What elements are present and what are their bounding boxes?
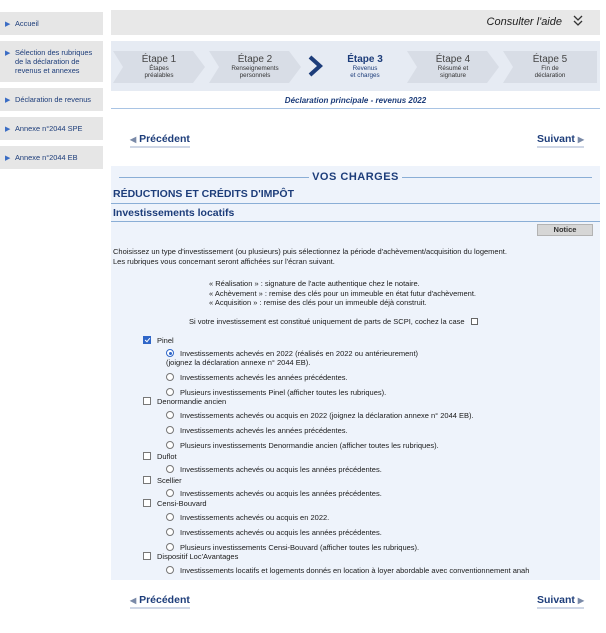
sidebar-item-accueil[interactable] [0,12,103,35]
step-5 [503,51,597,83]
current-step-arrow-icon [308,55,326,82]
step-sub: et charges [350,72,380,79]
scellier-radio-1[interactable] [166,489,382,498]
intro-line: Les rubriques vous concernant seront affichées sur l'écran suivant. [113,256,335,266]
step-title: Étape 2 [237,54,273,65]
step-sub: Résumé et [437,65,469,72]
radio[interactable] [166,528,174,536]
step-title: Étape 5 [532,54,568,65]
sidebar-item-declaration[interactable] [0,88,103,111]
step-sub: Fin de [541,65,559,72]
arrow-left-icon: ◀ [130,135,137,144]
step-title: Étape 4 [435,54,471,65]
step-sub: déclaration [534,72,566,79]
section-heading: VOS CHARGES [111,171,600,183]
bullet-arrow-icon: ▶ [5,50,11,57]
sidebar-item-label: Sélection des rubriques de la déclaration de revenus et annexes [15,48,93,75]
sidebar-item-annexe-2044-eb[interactable] [0,146,103,169]
previous-button-top[interactable] [130,133,190,148]
radio-label: Investissements achevés les années précédentes. [180,426,348,435]
pinel-checkbox[interactable] [143,336,151,344]
sidebar-item-label: Accueil [15,19,39,28]
radio-label: Plusieurs investissements Pinel (afficher toutes les rubriques). [180,388,387,397]
bullet-arrow-icon: ▶ [5,21,11,28]
bullet-arrow-icon: ▶ [5,97,11,104]
step-sub: Renseignements [231,65,279,72]
divider [111,203,600,204]
pinel-option[interactable] [143,336,174,345]
radio[interactable] [166,373,174,381]
arrow-right-icon: ▶ [577,135,585,144]
definition-line: « Réalisation » : signature de l'acte authentique chez le notaire. [209,279,420,288]
denormandie-checkbox[interactable] [143,397,151,405]
censi-bouvard-option[interactable] [143,499,207,508]
censi-bouvard-label: Censi-Bouvard [157,499,207,508]
pinel-label: Pinel [157,336,174,345]
radio-label-note: (joignez la déclaration annexe n° 2044 EB). [166,358,311,367]
step-sub: Revenus [352,65,378,72]
denormandie-label: Denormandie ancien [157,397,227,406]
radio-label: Investissements achevés ou acquis en 2022 (joignez la déclaration annexe n° 2044 EB). [180,411,474,420]
scellier-option[interactable] [143,476,182,485]
denormandie-option[interactable] [143,397,226,406]
pinel-radio-1[interactable] [166,349,418,358]
definition-line: « Achèvement » : remise des clés pour un immeuble en état futur d'achèvement. [209,288,476,298]
pinel-radio-2[interactable] [166,373,348,382]
radio[interactable] [166,566,174,574]
step-sub: préalables [144,72,174,79]
radio[interactable] [166,426,174,434]
help-link[interactable]: Consulter l'aide [486,16,562,28]
censi-radio-1[interactable] [166,513,329,522]
step-2 [209,51,301,83]
denormandie-radio-1[interactable] [166,411,474,420]
step-3 [329,51,401,83]
step-title: Étape 3 [347,54,383,65]
radio-label: Investissements achevés les années précédentes. [180,373,348,382]
radio-label: Investissements achevés ou acquis les années précédentes. [180,489,382,498]
radio[interactable] [166,411,174,419]
pinel-radio-3[interactable] [166,388,386,397]
scpi-label: Si votre investissement est constitué uniquement de parts de SCPI, cochez la case [189,317,465,326]
radio-label: Investissements locatifs et logements donnés en location à loyer abordable avec conventionnement anah [180,566,530,575]
scellier-checkbox[interactable] [143,476,151,484]
scpi-row [189,317,478,326]
arrow-right-icon: ▶ [577,596,585,605]
radio[interactable] [166,543,174,551]
help-bar [111,10,600,35]
intro-text [113,247,593,266]
bullet-arrow-icon: ▶ [5,155,11,162]
charges-panel [111,166,600,580]
step-sub: personnels [239,72,271,79]
step-1 [113,51,205,83]
arrow-left-icon: ◀ [130,596,137,605]
denormandie-radio-3[interactable] [166,441,439,450]
notice-button[interactable]: Notice [537,224,593,236]
previous-label: Précédent [139,594,190,606]
pinel-radio-1-note [166,358,310,367]
sidebar-item-selection-rubriques[interactable] [0,41,103,82]
censi-radio-2[interactable] [166,528,382,537]
duflot-label: Duflot [157,452,177,461]
step-sub: signature [440,72,466,79]
radio[interactable] [166,513,174,521]
censi-bouvard-checkbox[interactable] [143,499,151,507]
radio[interactable] [166,441,174,449]
divider [111,221,600,222]
declaration-subtitle: Déclaration principale - revenus 2022 [111,93,600,109]
previous-label: Précédent [139,133,190,145]
reductions-title: RÉDUCTIONS ET CRÉDITS D'IMPÔT [113,188,295,200]
radio-label: Plusieurs investissements Censi-Bouvard (afficher toutes les rubriques). [180,543,420,552]
definition-line: « Acquisition » : remise des clés pour un immeuble déjà construit. [209,298,427,307]
duflot-radio-1[interactable] [166,465,382,474]
step-title: Étape 1 [141,54,177,65]
step-sub: Étapes [149,65,169,72]
next-label: Suivant [537,594,575,606]
loc-avantages-label: Dispositif Loc'Avantages [157,552,239,561]
sidebar-item-label: Déclaration de revenus [15,95,92,104]
chevron-down-icon[interactable] [572,14,584,31]
sidebar-item-label: Annexe n°2044 EB [15,153,78,162]
sidebar [0,12,103,175]
next-button-bottom[interactable] [537,594,584,609]
radio-label: Investissements achevés en 2022 (réalisés en 2022 ou antérieurement) [180,349,419,358]
radio[interactable] [166,465,174,473]
scellier-label: Scellier [157,476,182,485]
step-4 [407,51,499,83]
radio[interactable] [166,349,174,357]
definitions [209,279,476,308]
scpi-checkbox[interactable] [471,318,478,325]
loc-radio-1[interactable] [166,566,529,575]
radio[interactable] [166,489,174,497]
censi-radio-3[interactable] [166,543,419,552]
loc-avantages-option[interactable] [143,552,238,561]
radio-label: Investissements achevés ou acquis en 2022. [180,513,330,522]
previous-button-bottom[interactable] [130,594,190,609]
bullet-arrow-icon: ▶ [5,126,11,133]
investments-title: Investissements locatifs [113,207,235,219]
denormandie-radio-2[interactable] [166,426,348,435]
duflot-checkbox[interactable] [143,452,151,460]
duflot-option[interactable] [143,452,177,461]
radio-label: Plusieurs investissements Denormandie ancien (afficher toutes les rubriques). [180,441,439,450]
sidebar-item-annexe-2044-spe[interactable] [0,117,103,140]
next-label: Suivant [537,133,575,145]
next-button-top[interactable] [537,133,584,148]
sidebar-item-label: Annexe n°2044 SPE [15,124,83,133]
loc-avantages-checkbox[interactable] [143,552,151,560]
radio-label: Investissements achevés ou acquis les années précédentes. [180,528,382,537]
intro-line: Choisissez un type d'investissement (ou plusieurs) puis sélectionnez la période d'achèvement/acquisition du logement. [113,247,507,256]
radio-label: Investissements achevés ou acquis les années précédentes. [180,465,382,474]
steps-bar [111,41,600,91]
radio[interactable] [166,388,174,396]
